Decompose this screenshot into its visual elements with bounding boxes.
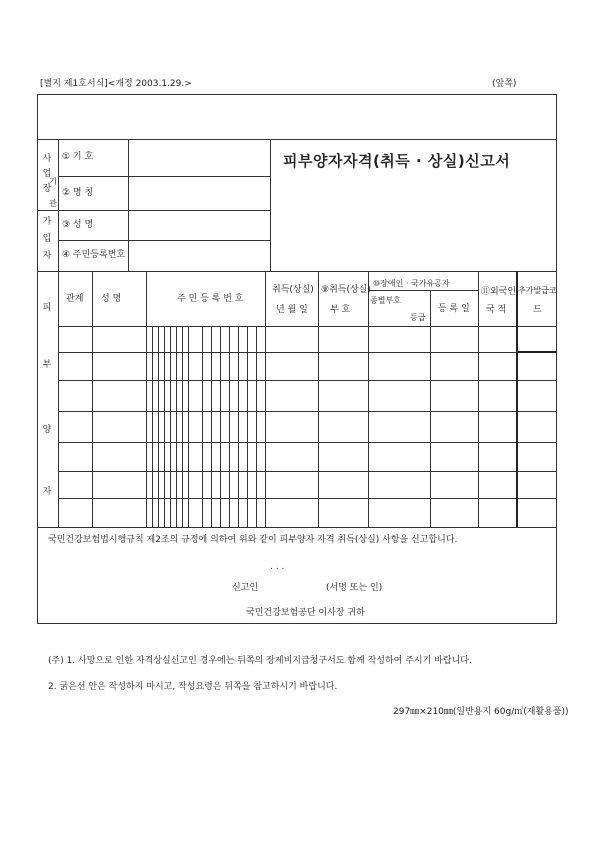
table-row[interactable] [59,412,556,441]
employer-code-field[interactable] [130,142,268,174]
page-side-label: (앞쪽) [492,79,517,89]
col-extra-header-bottom: 드 [533,305,542,315]
col-disabled-type-header-bottom: 등급 [410,313,426,322]
declaration-date: . . . [270,562,285,572]
paper-spec: 297㎜×210㎜(일반용지 60g/㎡(재활용품)) [393,707,569,717]
col-code-header-top: ⑨취득(상실) [321,285,371,295]
note-1: (주) 1. 사망으로 인한 자격상실신고인 경우에는 뒤쪽의 장제비지급청구서도 함께 작성하여 주시기 바랍니다. [48,656,472,666]
col-code-header-bottom: 부 호 [330,305,351,315]
addressee: 국민건강보험공단 이사장 귀하 [246,608,365,618]
subscriber-rrn-label: ④ 주민등록번호 [62,250,126,260]
col-relation-header: 관계 [66,294,84,304]
reporter-label: 신고인 [232,583,259,593]
subscriber-name-label: ③ 성 명 [62,220,94,230]
form-number: [별지 제1호서식]<개정 2003.1.29.> [40,79,192,89]
subscriber-rrn-field[interactable] [130,242,268,269]
table-row[interactable] [59,443,556,470]
form-title: 피부양자자격(취득 · 상실)신고서 [283,152,511,170]
col-date-header-top: 취득(상실) [272,285,314,295]
col-foreign-header-bottom: 국 적 [486,305,507,315]
table-row[interactable] [59,353,556,379]
note-2: 2. 굵은선 안은 작성하지 마시고, 작성요령은 뒤쪽을 참고하시기 바랍니다. [48,682,338,692]
col-name-header: 성 명 [101,294,122,304]
col-extra-header-top: 추가발급코 [518,286,557,295]
employer-code-label: ① 기 호 [62,152,94,162]
col-disabled-type-header-top: 종별부호 [370,296,401,305]
table-row[interactable] [59,499,556,526]
col-date-header-bottom: 년 월 일 [276,305,308,315]
table-row[interactable] [59,327,556,351]
table-row[interactable] [59,472,556,497]
table-row[interactable] [59,381,556,410]
signature-label: (서명 또는 인) [326,583,383,593]
subscriber-name-field[interactable] [130,212,268,238]
col-disabled-group-header: ⑩장애인 · 국가유공자 [373,279,450,288]
reporter-name-field[interactable] [262,580,322,594]
employer-name-field[interactable] [130,178,268,208]
col-disabled-date-header: 등 록 일 [438,304,470,314]
employer-name-label: ② 명 칭 [62,188,94,198]
declaration-statement: 국민건강보험법시행규칙 제2조의 규정에 의하여 위와 같이 피부양자 자격 취득(상실) 사항을 신고합니다. [48,535,458,545]
col-rrn-header: 주 민 등 록 번 호 [177,294,244,304]
col-foreign-header-top: ⑪외국인 [481,287,517,297]
